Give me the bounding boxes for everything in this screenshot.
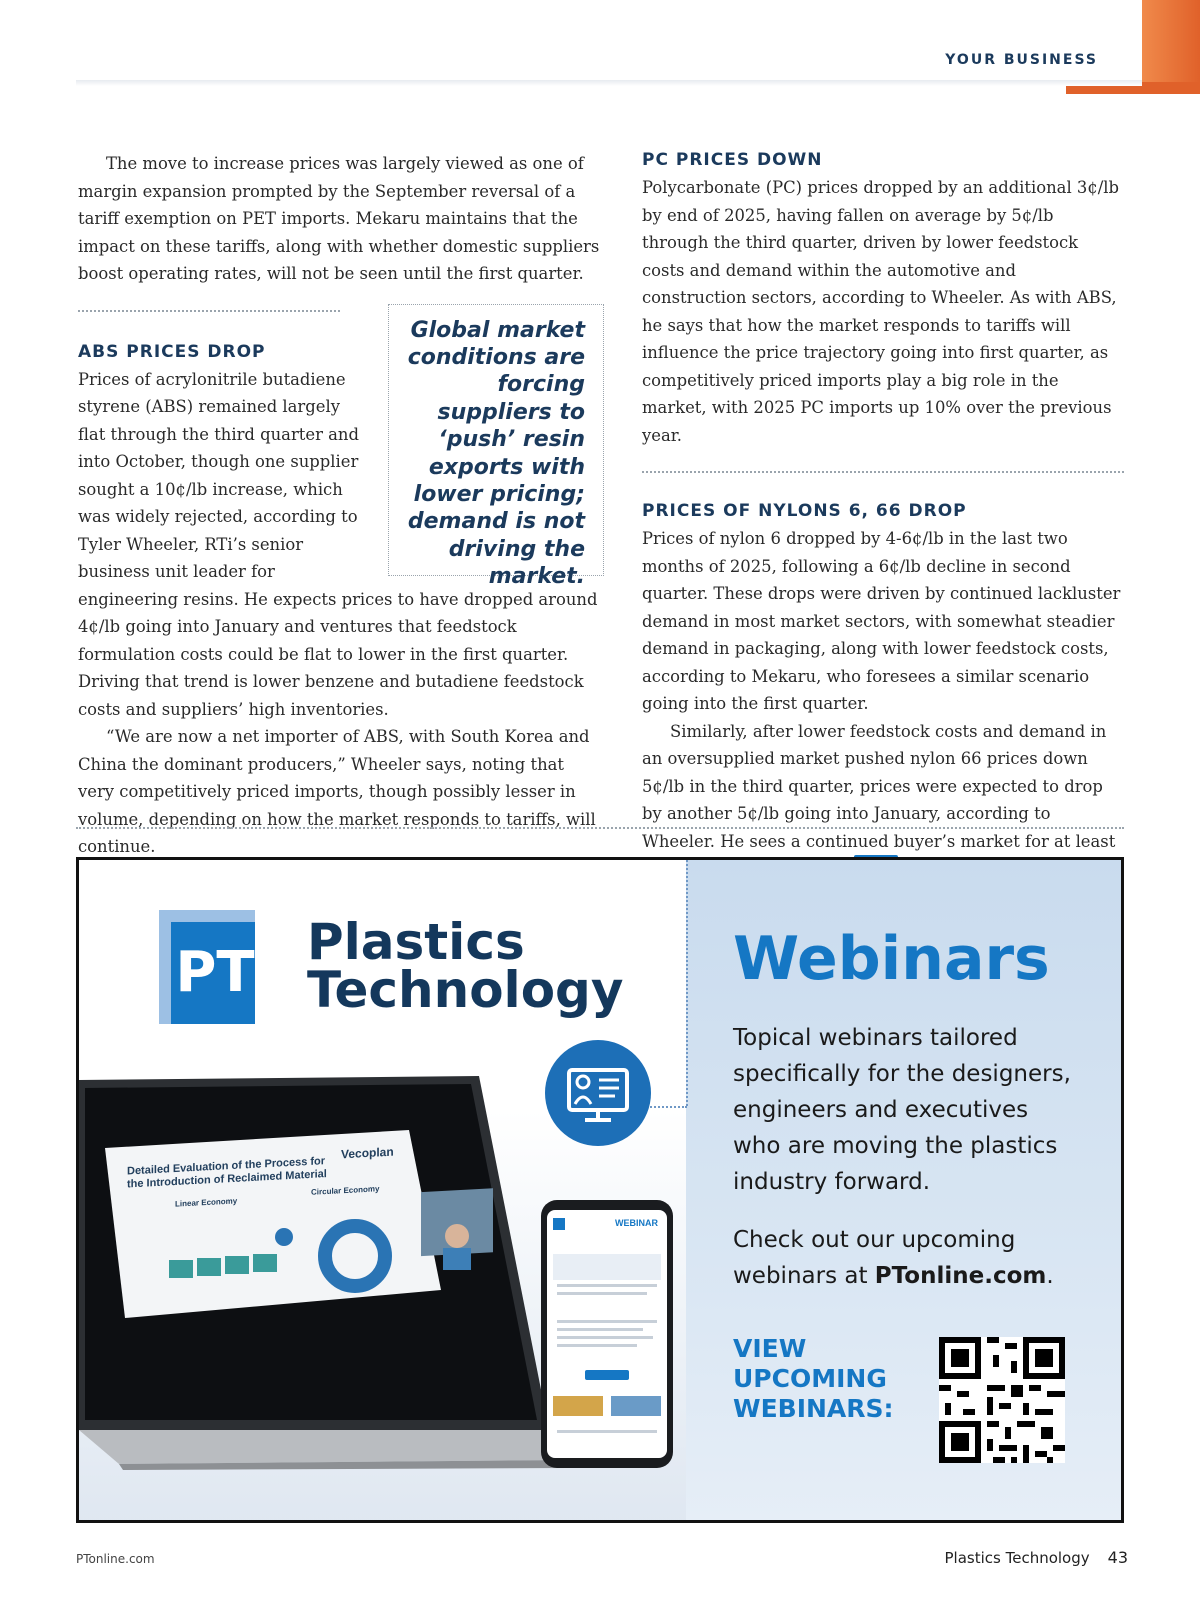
section-divider (76, 827, 1124, 829)
nylon-heading: PRICES OF NYLONS 6, 66 DROP (642, 501, 967, 521)
screen-linear-label: Linear Economy (175, 1196, 238, 1209)
right-column (642, 150, 1124, 885)
divider (78, 310, 340, 312)
logo-line-1: Plastics (307, 913, 525, 971)
logo-mark: PT (175, 940, 255, 1005)
webinars-title: Webinars (733, 924, 1050, 994)
phone-illustration (541, 1200, 673, 1468)
cta-suffix: . (1046, 1263, 1054, 1289)
header-rule (76, 80, 1142, 86)
logo-wordmark (307, 913, 624, 1019)
nylon-paragraph-2-text: Similarly, after lower feedstock costs and demand in an oversupplied market pushed nylon 66 prices down 5¢/lb in the third quarter, prices were expected to drop by another 5¢/lb going into January, according to Wheeler. He sees a continued buyer’s market for at least (642, 721, 1116, 851)
nylon-paragraph-1: Prices of nylon 6 dropped by 4-6¢/lb in the last two months of 2025, following a 6¢/lb decline in second quarter. These drops were driven by continued lackluster demand in most market sectors, with somewhat steadier demand in packaging, along with lower feedstock costs, according to Mekaru, who foresees a similar scenario going into the first quarter. (642, 529, 1121, 713)
page-number: 43 (1107, 1548, 1128, 1567)
abs-heading: ABS PRICES DROP (78, 341, 266, 362)
webinars-cta (733, 1222, 1073, 1294)
abs-paragraph-1: Prices of acrylonitrile butadiene styrene (ABS) remained largely flat through the third quarter and into October, though one supplier sought a 10¢/lb increase, which was widely rejected, according to Tyler Wheeler, RTi’s senior business unit leader for engineering resins. He expects prices to have dropped around 4¢/lb going into January and ventures that feedstock formulation costs could be flat to lower in the first quarter. Driving that trend is lower benzene and butadiene feedstock costs and suppliers’ high inventories. (78, 369, 598, 719)
abs-paragraph-2: “We are now a net importer of ABS, with South Korea and China the dominant producers,” Wheeler says, noting that very competitively priced imports, though possibly lesser in volume, depending on how the market responds to tariffs, will continue. (78, 727, 596, 856)
footer-magazine: Plastics Technology (944, 1549, 1090, 1567)
ad-dotted-border (686, 860, 688, 1106)
logo-line-2: Technology (307, 961, 624, 1019)
divider (642, 471, 1124, 473)
cta-text: Check out our upcoming webinars at (733, 1227, 1016, 1289)
pullquote-box (388, 304, 604, 590)
footer-site: PTonline.com (76, 1552, 155, 1566)
cta-link[interactable]: PTonline.com (874, 1263, 1047, 1289)
left-column (78, 150, 604, 861)
phone-header: WEBINAR (615, 1218, 658, 1228)
footer-folio (945, 1548, 1128, 1567)
section-label: YOUR BUSINESS (945, 52, 1098, 68)
intro-paragraph: The move to increase prices was largely viewed as one of margin expansion prompted by the September reversal of a tariff exemption on PET imports. Mekaru maintains that the impact on these tariffs, along with whether domestic suppliers boost operating rates, will not be seen until the first quarter. (78, 154, 600, 283)
pc-heading: PC PRICES DOWN (642, 150, 823, 170)
corner-accent-tab (1142, 0, 1200, 82)
webinars-description: Topical webinars tailored specifically for the designers, engineers and executives who are moving the plastics industry forward. (733, 1025, 1071, 1195)
pc-paragraph: Polycarbonate (PC) prices dropped by an additional 3¢/lb by end of 2025, having fallen on average by 5¢/lb through the third quarter, driven by lower feedstock costs and demand within the automotive and construction sectors, according to Wheeler. As with ABS, he says that how the market responds to tariffs will influence the price trajectory going into first quarter, as competitively priced imports play a big role in the market, with 2025 PC imports up 10% over the previous year. (642, 178, 1120, 445)
webinar-ad[interactable] (76, 857, 1124, 1523)
qr-code-icon[interactable] (939, 1337, 1065, 1463)
view-upcoming-label: VIEW UPCOMING WEBINARS: (733, 1334, 894, 1423)
screen-title: Detailed Evaluation of the Process for the Introduction of Reclaimed Material (127, 1155, 327, 1191)
screen-brand: Vecoplan (341, 1144, 394, 1162)
pullquote: Global market conditions are forcing suppliers to ‘push’ resin exports with lower pricing; demand is not driving the market. (407, 317, 585, 590)
screen-circular-label: Circular Economy (311, 1184, 380, 1197)
pt-logo (159, 910, 255, 1024)
